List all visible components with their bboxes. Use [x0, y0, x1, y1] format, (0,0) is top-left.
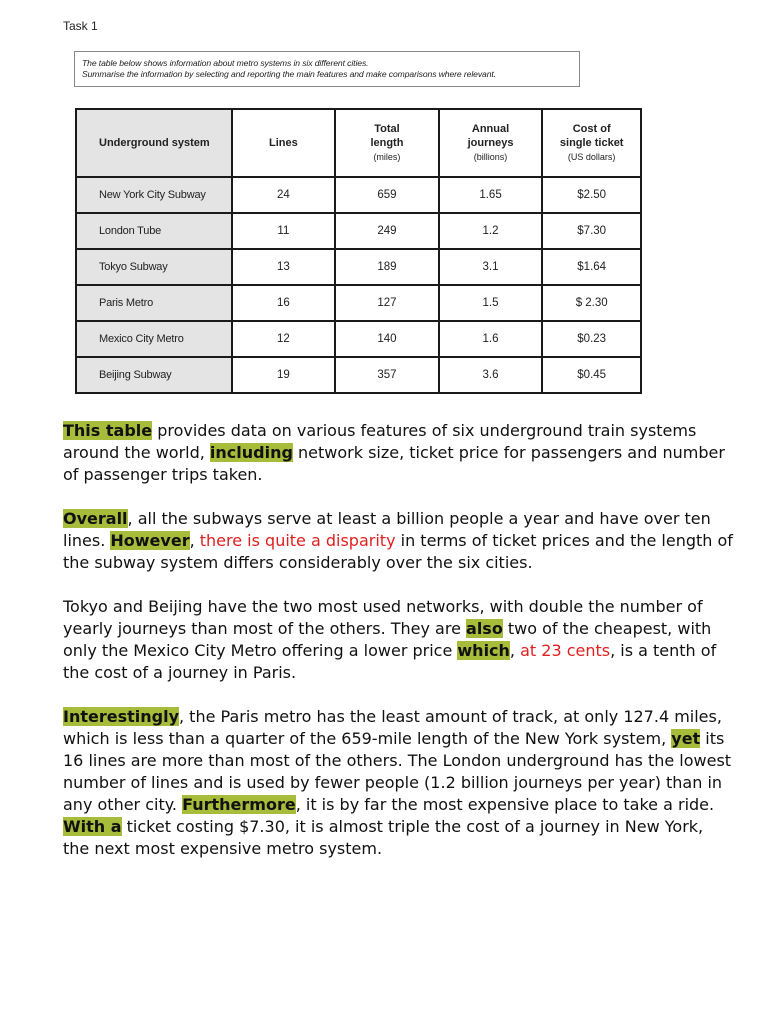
journeys-cell: 1.2 [439, 213, 543, 249]
city-cell: Beijing Subway [76, 357, 232, 393]
highlighted-phrase: This table [63, 421, 153, 440]
highlighted-phrase: which [457, 641, 510, 660]
highlighted-phrase: Furthermore [182, 795, 296, 814]
highlighted-phrase: including [209, 443, 293, 462]
lines-cell: 16 [232, 285, 336, 321]
essay-paragraph-intro: This table provides data on various features of six underground train systems around the world, including network size, ticket price for passengers and number of passenger trips taken. [63, 421, 725, 484]
length-cell: 189 [335, 249, 439, 285]
prompt-line-1: The table below shows information about metro systems in six different cities. [82, 58, 369, 68]
header-cost-single-ticket: Cost of single ticket (US dollars) [542, 109, 641, 177]
city-cell: Paris Metro [76, 285, 232, 321]
table-row [76, 249, 641, 285]
cost-cell: $2.50 [542, 177, 641, 213]
table-row [76, 177, 641, 213]
prompt-line-2: Summarise the information by selecting and reporting the main features and make comparisons where relevant. [82, 69, 496, 79]
essay-paragraph-body-1: Tokyo and Beijing have the two most used networks, with double the number of yearly journeys than most of the others. They are also two of the cheapest, with only the Mexico City Metro offering a lower price which, at 23 cents, is a tenth of the cost of a journey in Paris. [63, 597, 717, 682]
task-label: Task 1 [63, 19, 98, 33]
red-annotation: at 23 cents [520, 641, 611, 660]
cost-cell: $0.23 [542, 321, 641, 357]
lines-cell: 11 [232, 213, 336, 249]
cost-cell: $7.30 [542, 213, 641, 249]
highlighted-phrase: Interestingly [63, 707, 179, 726]
table-row [76, 321, 641, 357]
length-cell: 357 [335, 357, 439, 393]
highlighted-phrase: Overall [63, 509, 128, 528]
essay-paragraph-overview: Overall, all the subways serve at least a billion people a year and have over ten lines. However, there is quite a disparity in terms of ticket prices and the length of the subway system differs considerably over the six cities. [63, 509, 733, 572]
city-cell: Tokyo Subway [76, 249, 232, 285]
red-annotation: there is quite a disparity [199, 531, 396, 550]
table-row [76, 213, 641, 249]
highlighted-phrase: With a [63, 817, 122, 836]
city-cell: London Tube [76, 213, 232, 249]
lines-cell: 12 [232, 321, 336, 357]
length-cell: 249 [335, 213, 439, 249]
city-cell: New York City Subway [76, 177, 232, 213]
journeys-cell: 1.5 [439, 285, 543, 321]
highlighted-phrase: also [466, 619, 503, 638]
header-total-length: Total length (miles) [335, 109, 439, 177]
header-underground-system: Underground system [76, 109, 232, 177]
header-lines: Lines [232, 109, 336, 177]
cost-cell: $0.45 [542, 357, 641, 393]
cost-cell: $ 2.30 [542, 285, 641, 321]
journeys-cell: 1.6 [439, 321, 543, 357]
journeys-cell: 3.6 [439, 357, 543, 393]
header-annual-journeys: Annual journeys (billions) [439, 109, 543, 177]
lines-cell: 13 [232, 249, 336, 285]
essay-body [63, 420, 733, 882]
table-row [76, 357, 641, 393]
journeys-cell: 3.1 [439, 249, 543, 285]
cost-cell: $1.64 [542, 249, 641, 285]
metro-systems-table [75, 108, 642, 394]
highlighted-phrase: However [110, 531, 190, 550]
length-cell: 127 [335, 285, 439, 321]
task-prompt-box [74, 51, 580, 87]
lines-cell: 24 [232, 177, 336, 213]
table-header-row [76, 109, 641, 177]
table-row [76, 285, 641, 321]
length-cell: 140 [335, 321, 439, 357]
city-cell: Mexico City Metro [76, 321, 232, 357]
essay-paragraph-body-2: Interestingly, the Paris metro has the least amount of track, at only 127.4 miles, which is less than a quarter of the 659-mile length of the New York system, yet its 16 lines are more than most of the others. The London underground has the lowest number of lines and is used by fewer people (1.2 billion journeys per year) than in any other city. Furthermore, it is by far the most expensive place to take a ride. With a ticket costing $7.30, it is almost triple the cost of a journey in New York, the next most expensive metro system. [63, 707, 732, 858]
journeys-cell: 1.65 [439, 177, 543, 213]
lines-cell: 19 [232, 357, 336, 393]
highlighted-phrase: yet [671, 729, 701, 748]
length-cell: 659 [335, 177, 439, 213]
